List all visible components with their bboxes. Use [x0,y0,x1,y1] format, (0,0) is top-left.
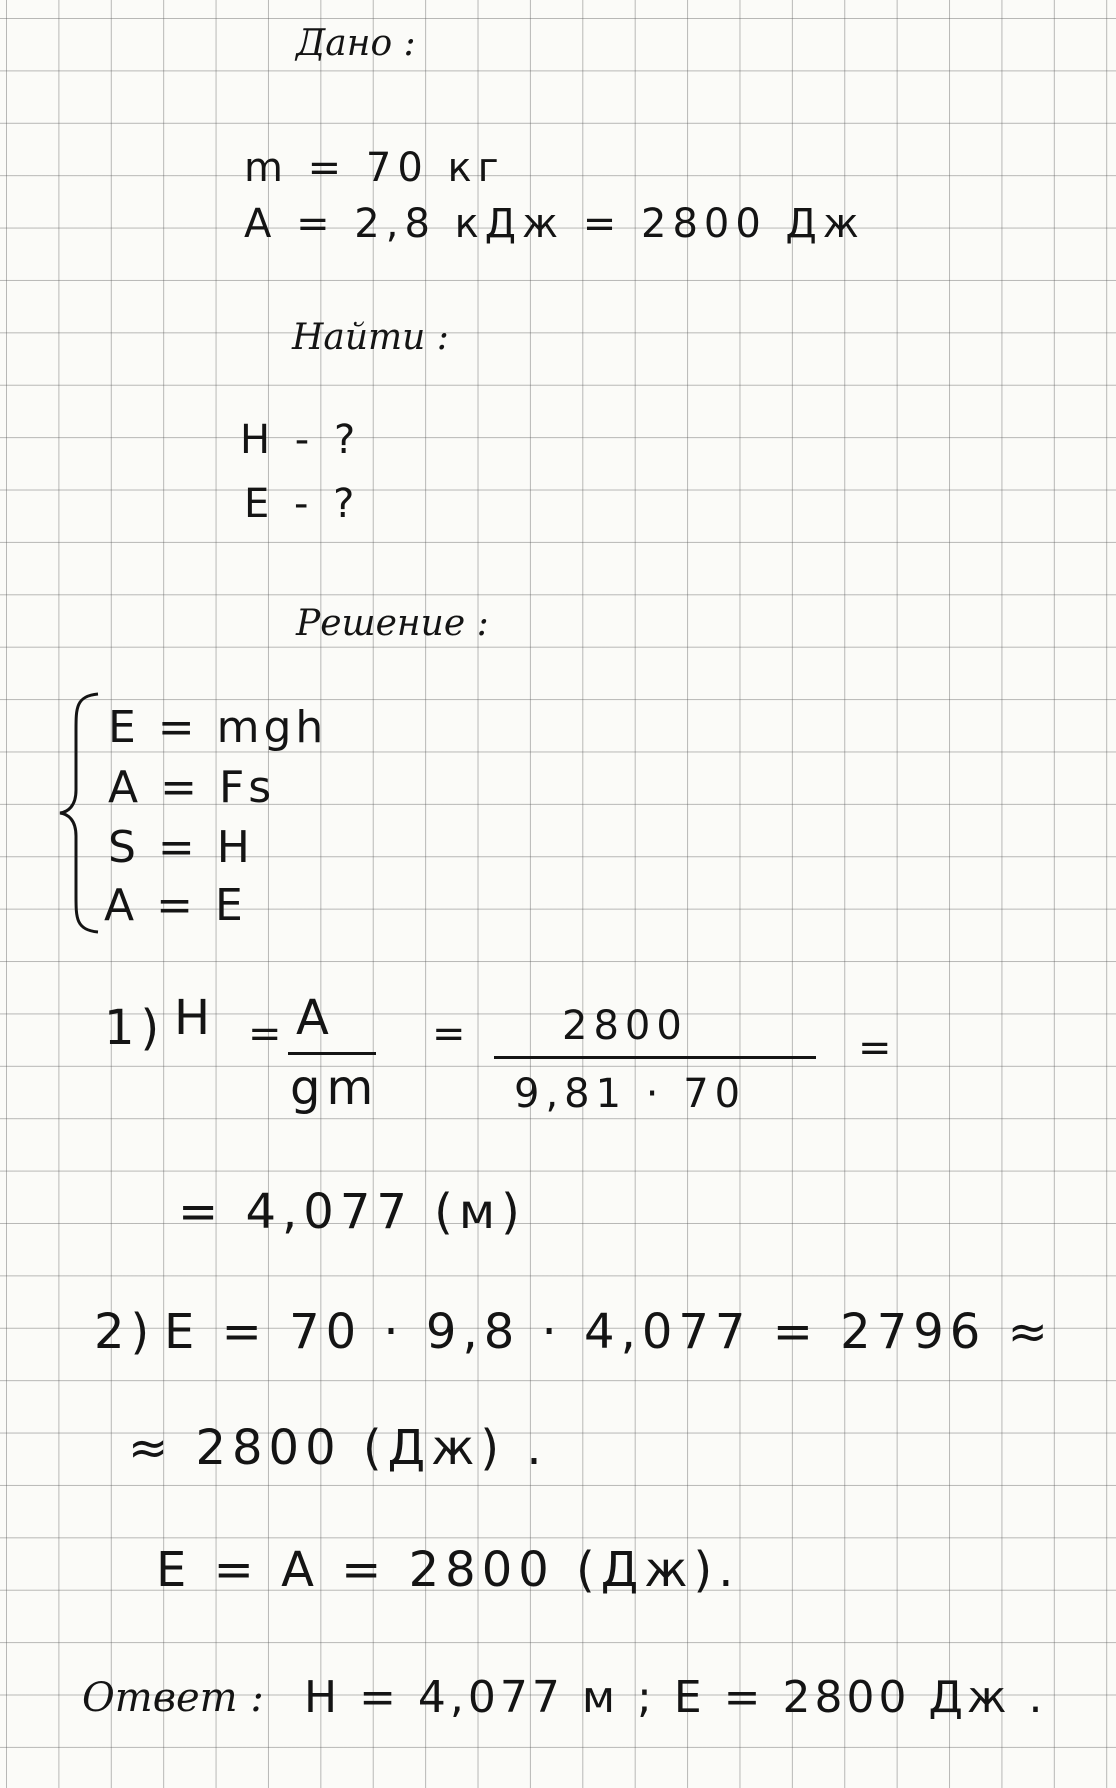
system-line: A = Fs [108,762,276,813]
find-height: H - ? [240,417,362,463]
heading-find: Найти : [292,317,449,358]
step1-result: = 4,077 (м) [178,1184,526,1240]
step1-eq2: = [432,1011,472,1057]
answer-text: H = 4,077 м ; E = 2800 Дж . [304,1672,1047,1723]
heading-given: Дано : [296,23,416,64]
system-line: E = mgh [108,702,328,753]
step1-eq1: = [248,1011,288,1057]
frac1-numerator: A [296,990,335,1046]
step1-eq3: = [858,1025,898,1071]
system-line: A = E [104,880,247,931]
frac2-line [494,1056,816,1059]
frac2-denominator: 9,81 · 70 [514,1071,747,1117]
system-line: S = H [108,822,254,873]
system-brace [56,690,104,936]
step1-label: 1) [104,1000,166,1056]
given-mass: m = 70 кг [244,145,505,191]
step2-label: 2) [94,1304,156,1360]
answer-label: Ответ : [82,1675,264,1721]
frac1-line [288,1052,376,1055]
step1-lhs: H [174,990,217,1046]
step2-line2: ≈ 2800 (Дж) . [128,1420,548,1476]
heading-solution: Решение : [296,603,489,644]
frac2-numerator: 2800 [562,1003,688,1049]
step2-line1: E = 70 · 9,8 · 4,077 = 2796 ≈ [164,1304,1054,1360]
find-energy: E - ? [244,481,361,527]
frac1-denominator: gm [290,1060,380,1116]
given-work: A = 2,8 кДж = 2800 Дж [244,201,865,247]
step2-line3: E = A = 2800 (Дж). [156,1542,740,1598]
